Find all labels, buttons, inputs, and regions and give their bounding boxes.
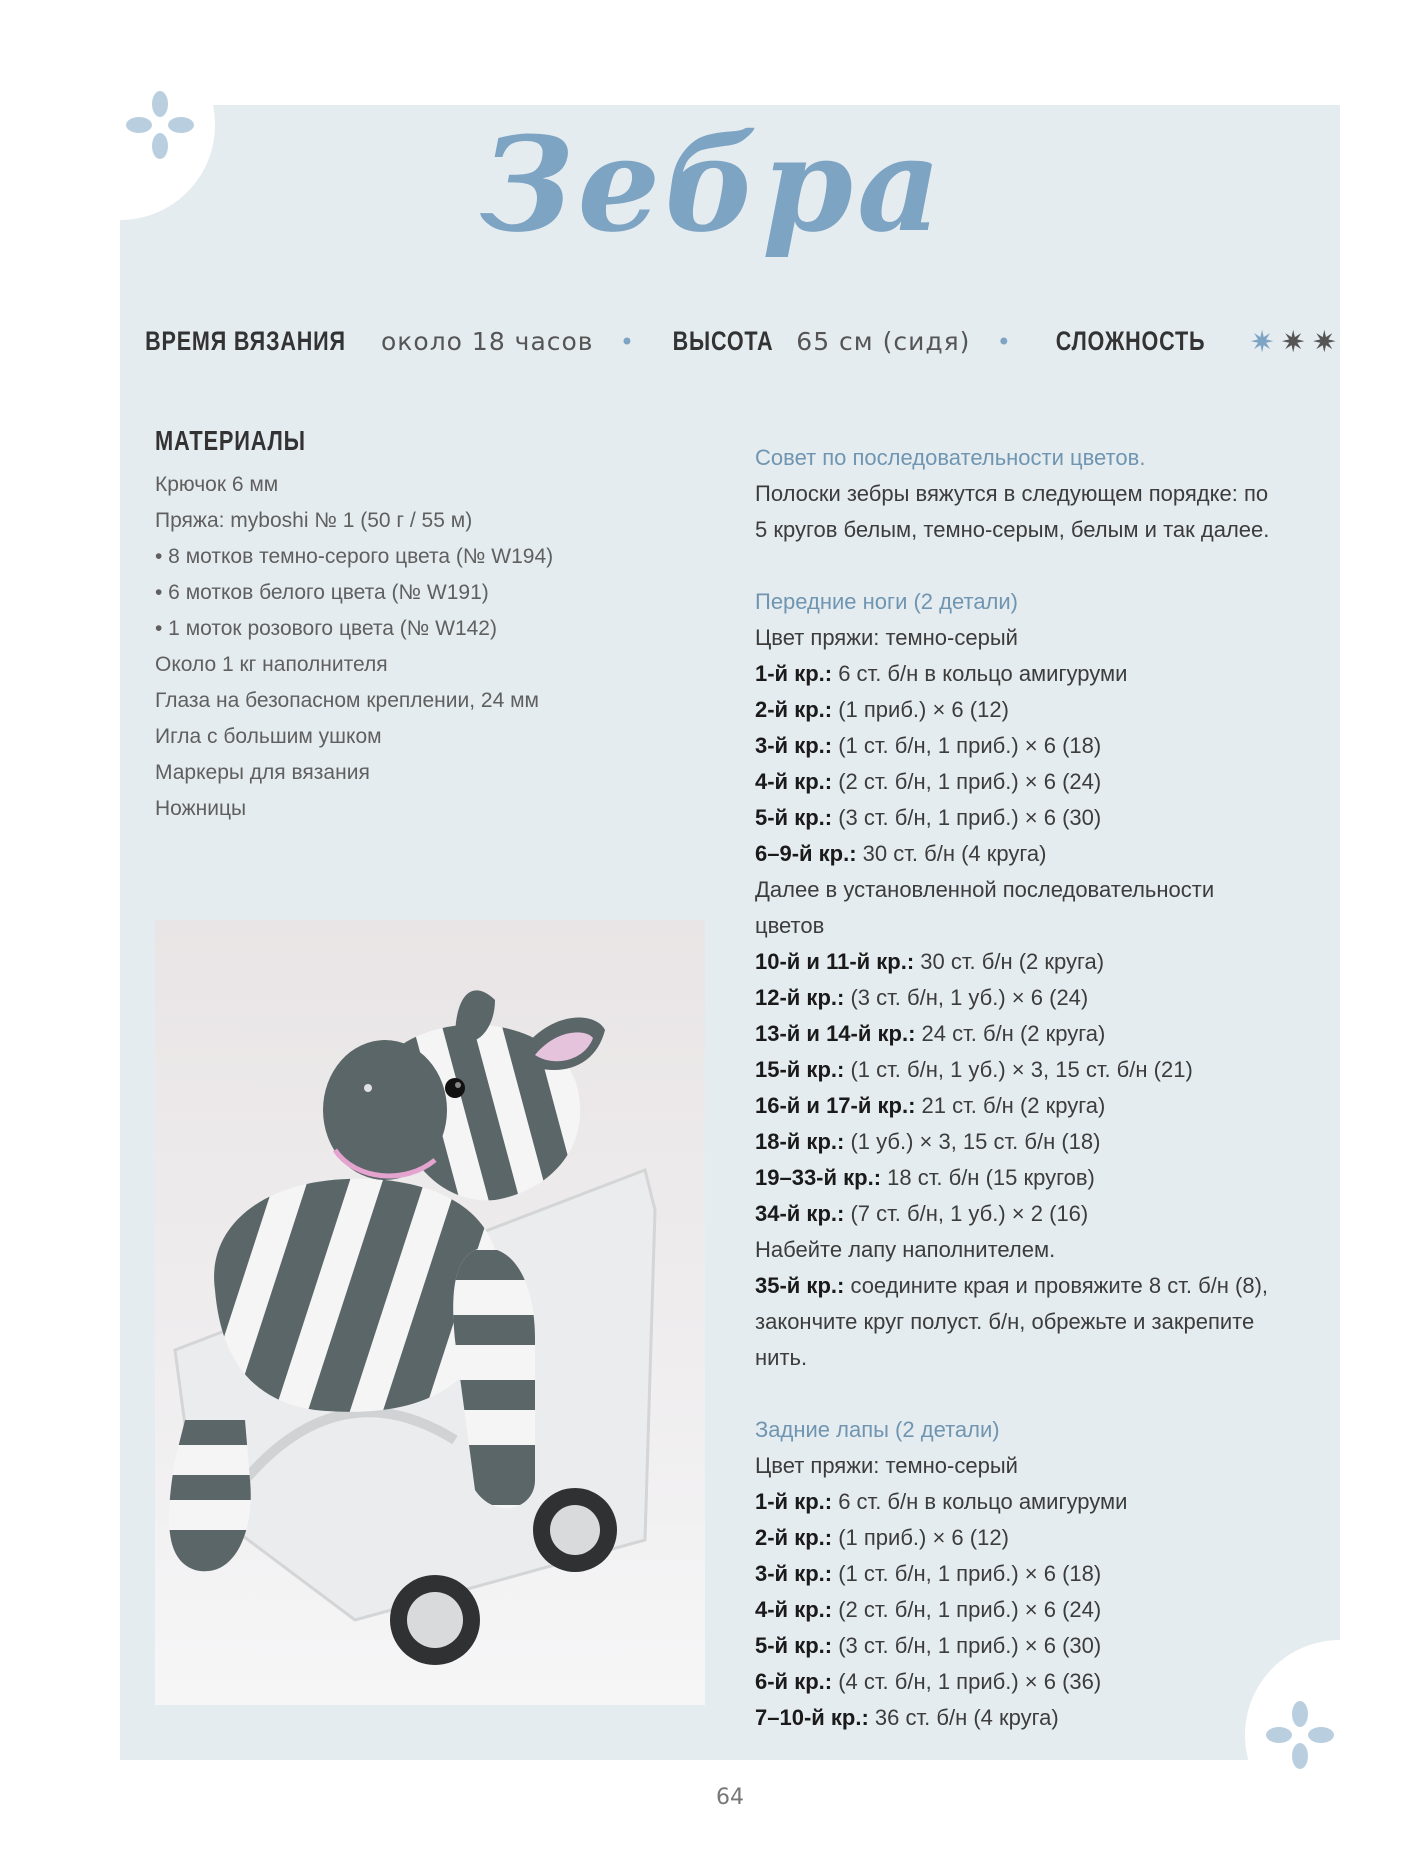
row-text: (1 ст. б/н, 1 приб.) × 6 (18) bbox=[832, 1561, 1102, 1586]
row-label: 6–9-й кр.: bbox=[755, 841, 857, 866]
row-text: Цвет пряжи: темно-серый bbox=[755, 625, 1018, 650]
row-text: (1 ст. б/н, 1 приб.) × 6 (18) bbox=[832, 733, 1102, 758]
row-text: цветов bbox=[755, 913, 825, 938]
row-label: 19–33-й кр.: bbox=[755, 1165, 882, 1190]
instructions-section bbox=[755, 440, 1355, 1736]
instruction-row bbox=[755, 656, 1355, 692]
material-item: Маркеры для вязания bbox=[155, 761, 370, 784]
hind-legs-heading: Задние лапы (2 детали) bbox=[755, 1417, 1000, 1442]
row-label: 5-й кр.: bbox=[755, 805, 833, 830]
instruction-row bbox=[755, 692, 1355, 728]
tip-text bbox=[755, 476, 1355, 548]
row-text: (1 приб.) × 6 (12) bbox=[832, 697, 1009, 722]
instruction-row bbox=[755, 1160, 1355, 1196]
time-value: около 18 часов bbox=[381, 327, 594, 356]
materials-list bbox=[155, 467, 715, 827]
row-text: Набейте лапу наполнителем. bbox=[755, 1237, 1056, 1262]
material-item: Глаза на безопасном креплении, 24 мм bbox=[155, 689, 539, 712]
material-item: • 1 моток розового цвета (№ W142) bbox=[155, 617, 497, 640]
instruction-row bbox=[755, 980, 1355, 1016]
instruction-row bbox=[755, 1520, 1355, 1556]
row-text: (1 ст. б/н, 1 уб.) × 3, 15 ст. б/н (21) bbox=[844, 1057, 1193, 1082]
material-item: • 8 мотков темно-серого цвета (№ W194) bbox=[155, 545, 554, 568]
row-text: (4 ст. б/н, 1 приб.) × 6 (36) bbox=[832, 1669, 1102, 1694]
row-label: 4-й кр.: bbox=[755, 769, 833, 794]
row-text: (7 ст. б/н, 1 уб.) × 2 (16) bbox=[844, 1201, 1089, 1226]
hind-legs-rows bbox=[755, 1448, 1355, 1736]
row-label: 10-й и 11-й кр.: bbox=[755, 949, 915, 974]
row-text: 21 ст. б/н (2 круга) bbox=[915, 1093, 1106, 1118]
row-label: 2-й кр.: bbox=[755, 697, 833, 722]
materials-section bbox=[155, 425, 715, 827]
row-label: 16-й и 17-й кр.: bbox=[755, 1093, 916, 1118]
row-text: 6 ст. б/н в кольцо амигуруми bbox=[832, 1489, 1128, 1514]
instruction-row bbox=[755, 1592, 1355, 1628]
height-value: 65 см (сидя) bbox=[796, 327, 971, 356]
row-text: (3 ст. б/н, 1 уб.) × 6 (24) bbox=[844, 985, 1089, 1010]
instruction-row bbox=[755, 1556, 1355, 1592]
row-text: 24 ст. б/н (2 круга) bbox=[915, 1021, 1106, 1046]
instruction-row bbox=[755, 764, 1355, 800]
instruction-row bbox=[755, 836, 1355, 872]
zebra-toy-illustration bbox=[155, 920, 705, 1705]
pattern-meta bbox=[0, 325, 1425, 360]
separator-dot: • bbox=[996, 328, 1011, 356]
instruction-row bbox=[755, 1448, 1355, 1484]
row-label: 3-й кр.: bbox=[755, 733, 833, 758]
instruction-row bbox=[755, 1484, 1355, 1520]
row-label: 6-й кр.: bbox=[755, 1669, 833, 1694]
row-text: (2 ст. б/н, 1 приб.) × 6 (24) bbox=[832, 1597, 1102, 1622]
instruction-row bbox=[755, 800, 1355, 836]
instruction-row bbox=[755, 1124, 1355, 1160]
row-text: соедините края и провяжите 8 ст. б/н (8), bbox=[844, 1273, 1269, 1298]
materials-heading: МАТЕРИАЛЫ bbox=[155, 425, 306, 456]
row-text: закончите круг полуст. б/н, обрежьте и закрепите bbox=[755, 1309, 1255, 1334]
instruction-row bbox=[755, 1628, 1355, 1664]
material-item: Игла с большим ушком bbox=[155, 725, 382, 748]
difficulty-rating bbox=[1246, 325, 1339, 360]
row-label: 4-й кр.: bbox=[755, 1597, 833, 1622]
tip-line: 5 кругов белым, темно-серым, белым и так далее. bbox=[755, 517, 1270, 542]
instruction-row bbox=[755, 1268, 1355, 1304]
row-label: 2-й кр.: bbox=[755, 1525, 833, 1550]
instruction-row bbox=[755, 1088, 1355, 1124]
tip-heading: Совет по последовательности цветов. bbox=[755, 445, 1146, 470]
row-label: 5-й кр.: bbox=[755, 1633, 833, 1658]
row-label: 1-й кр.: bbox=[755, 661, 833, 686]
row-label: 7–10-й кр.: bbox=[755, 1705, 869, 1730]
material-item: Ножницы bbox=[155, 797, 247, 820]
time-label: ВРЕМЯ ВЯЗАНИЯ bbox=[145, 326, 346, 356]
row-text: 6 ст. б/н в кольцо амигуруми bbox=[832, 661, 1128, 686]
row-label: 12-й кр.: bbox=[755, 985, 845, 1010]
material-item: Крючок 6 мм bbox=[155, 473, 279, 496]
row-label: 13-й и 14-й кр.: bbox=[755, 1021, 916, 1046]
row-text: (2 ст. б/н, 1 приб.) × 6 (24) bbox=[832, 769, 1102, 794]
material-item: Пряжа: myboshi № 1 (50 г / 55 м) bbox=[155, 509, 473, 532]
row-label: 34-й кр.: bbox=[755, 1201, 845, 1226]
row-label: 35-й кр.: bbox=[755, 1273, 845, 1298]
material-item: • 6 мотков белого цвета (№ W191) bbox=[155, 581, 489, 604]
material-item: Около 1 кг наполнителя bbox=[155, 653, 388, 676]
row-text: Далее в установленной последовательности bbox=[755, 877, 1215, 902]
row-text: (3 ст. б/н, 1 приб.) × 6 (30) bbox=[832, 805, 1102, 830]
instruction-row bbox=[755, 620, 1355, 656]
star-empty-icon: ✷ bbox=[1311, 325, 1337, 360]
separator-dot: • bbox=[619, 328, 634, 356]
row-text: нить. bbox=[755, 1345, 808, 1370]
instruction-row bbox=[755, 1196, 1355, 1232]
instruction-row bbox=[755, 1232, 1355, 1268]
instruction-row bbox=[755, 908, 1355, 944]
row-text: 36 ст. б/н (4 круга) bbox=[868, 1705, 1059, 1730]
row-label: 18-й кр.: bbox=[755, 1129, 845, 1154]
instruction-row bbox=[755, 1052, 1355, 1088]
instruction-row bbox=[755, 944, 1355, 980]
instruction-row bbox=[755, 1016, 1355, 1052]
page-number: 64 bbox=[716, 1785, 744, 1810]
instruction-row bbox=[755, 1340, 1355, 1376]
row-text: (1 уб.) × 3, 15 ст. б/н (18) bbox=[844, 1129, 1101, 1154]
row-label: 15-й кр.: bbox=[755, 1057, 845, 1082]
height-label: ВЫСОТА bbox=[672, 326, 774, 356]
instruction-row bbox=[755, 1664, 1355, 1700]
row-text: 18 ст. б/н (15 кругов) bbox=[881, 1165, 1095, 1190]
row-label: 3-й кр.: bbox=[755, 1561, 833, 1586]
row-text: 30 ст. б/н (4 круга) bbox=[856, 841, 1047, 866]
row-text: Цвет пряжи: темно-серый bbox=[755, 1453, 1018, 1478]
front-legs-rows bbox=[755, 620, 1355, 1376]
row-text: 30 ст. б/н (2 круга) bbox=[914, 949, 1105, 974]
instruction-row bbox=[755, 1700, 1355, 1736]
instruction-row bbox=[755, 728, 1355, 764]
row-text: (1 приб.) × 6 (12) bbox=[832, 1525, 1009, 1550]
difficulty-label: СЛОЖНОСТЬ bbox=[1055, 326, 1206, 356]
row-text: (3 ст. б/н, 1 приб.) × 6 (30) bbox=[832, 1633, 1102, 1658]
instruction-row bbox=[755, 1304, 1355, 1340]
front-legs-heading: Передние ноги (2 детали) bbox=[755, 589, 1019, 614]
instruction-row bbox=[755, 872, 1355, 908]
page-title: Зебра bbox=[479, 108, 946, 261]
row-label: 1-й кр.: bbox=[755, 1489, 833, 1514]
star-filled-icon: ✷ bbox=[1249, 325, 1275, 360]
tip-line: Полоски зебры вяжутся в следующем порядке: по bbox=[755, 481, 1269, 506]
zebra-photo bbox=[155, 920, 705, 1705]
star-empty-icon: ✷ bbox=[1280, 325, 1306, 360]
